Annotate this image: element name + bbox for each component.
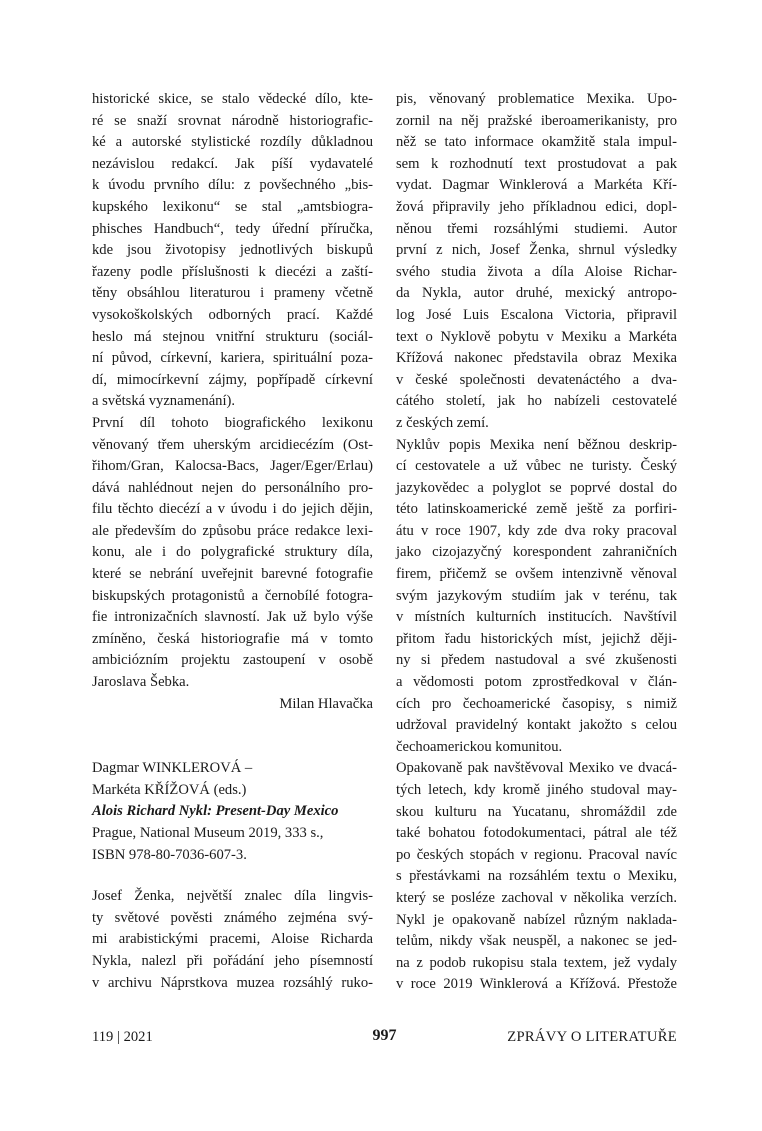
text-line: ty světové pověsti známého zejména svý- xyxy=(92,909,373,926)
text-line: věnovaný třem uherským arcidiecézím (Ost- xyxy=(92,436,373,453)
text-line: ale především do způsobu práce redakce lexi- xyxy=(92,522,373,539)
left-paragraph-1 xyxy=(92,89,373,413)
text-line: svým jazykovým studiím jak v terénu, tak xyxy=(396,587,677,604)
left-paragraph-2 xyxy=(92,413,373,694)
bib-title: Alois Richard Nykl: Present-Day Mexico xyxy=(92,803,339,820)
text-line: cích pro čechoamerické časopisy, s nimiž xyxy=(396,695,677,712)
text-line: ambiciózním projektu zastoupení v osobě xyxy=(92,652,373,669)
text-line: skou kulturu na Yucatanu, shromáždil zde xyxy=(396,803,677,820)
text-line: zmíněno, česká historiografie má v tomto xyxy=(92,630,373,647)
text-line: átu v roce 1907, kdy zde dva roky pracoval xyxy=(396,522,677,539)
text-line: phisches Handbuch“, tedy úřední příručka, xyxy=(92,220,373,237)
right-paragraph-1 xyxy=(396,89,677,435)
text-line: z českých zemí. xyxy=(396,414,489,431)
text-line: řazeny podle příslušnosti k diecézi a zaští- xyxy=(92,263,373,280)
text-line: s přestávkami na rozsáhlém textu o Mexiku, xyxy=(396,868,677,885)
text-line: těny obsáhlou literaturou i prameny včetně xyxy=(92,285,373,302)
left-paragraph-3 xyxy=(92,886,373,994)
text-line: cátého století, jak ho nabízeli cestovatelé xyxy=(396,393,677,410)
text-line: ré se snaží srovnat národně historiografic- xyxy=(92,112,373,129)
bibliography-entry xyxy=(92,758,373,866)
page-footer xyxy=(92,1027,677,1051)
text-line: Křížová nakonec představila obraz Mexika xyxy=(396,350,677,367)
text-line: heslo má stejnou vnitřní strukturu (sociál- xyxy=(92,328,373,345)
text-line: přitom řadu historických míst, jejichž ději- xyxy=(396,630,677,647)
text-line: fie intronizačních slavností. Jak už bylo výše xyxy=(92,609,373,626)
text-line: a vědomosti potom zprostředkoval v člán- xyxy=(396,674,677,691)
bib-publisher: Prague, National Museum 2019, 333 s., xyxy=(92,825,324,841)
text-line: čechoamerickou komunitou. xyxy=(396,738,563,755)
text-line: ké a autorské stylistické rozdíly důkladnou xyxy=(92,134,373,151)
text-line: ny si předem nastudoval a své zkušenosti xyxy=(396,652,677,669)
text-line: v archivu Náprstkova muzea rozsáhlý ruko- xyxy=(92,974,373,991)
text-line: v české společnosti devatenáctého a dva- xyxy=(396,371,677,388)
text-line: cí cestovatele a už vůbec ne turisty. Český xyxy=(396,458,677,475)
text-line: dí, mimocírkevní zájmy, popřípadě církevní xyxy=(92,371,373,388)
text-line: svého studia života a díla Aloise Richar- xyxy=(396,263,677,280)
text-line: biskupských protagonistů a černobílé fotogra- xyxy=(92,587,373,604)
text-line: Josef Ženka, největší znalec díla lingvis- xyxy=(92,888,373,905)
text-line: které se nebrání uveřejnit barevné fotografie xyxy=(92,566,373,583)
text-line: něž se tato informace okamžitě stala impul- xyxy=(396,134,677,151)
text-line: jazykovědec a polyglot se poprvé dostal do xyxy=(396,479,677,496)
page-number: 997 xyxy=(372,1027,397,1044)
text-line: sem k rozhodnutí text prostudovat a pak xyxy=(396,155,677,172)
text-line: mi arabistickými pracemi, Aloise Richarda xyxy=(92,931,373,948)
text-line: vysokoškolských odborných prací. Každé xyxy=(92,306,373,323)
text-line: Opakovaně pak navštěvoval Mexiko ve dvacá- xyxy=(396,760,677,777)
text-line: kupského lexikonu“ se stal „amtsbiogra- xyxy=(92,198,373,215)
text-line: pis, věnovaný problematice Mexika. Upo- xyxy=(396,91,677,107)
bib-authors-line1: Dagmar WINKLEROVÁ – xyxy=(92,760,253,777)
text-line: k úvodu prvního dílu: z povšechného „bis- xyxy=(92,177,373,194)
text-line: Jaroslava Šebka. xyxy=(92,674,190,691)
text-line: této latinskoamerické země ještě za porfiri- xyxy=(396,501,677,518)
bib-isbn: ISBN 978-80-7036-607-3. xyxy=(92,846,247,863)
text-line: po českých stopách v regionu. Pracoval navíc xyxy=(396,846,677,863)
text-line: něnou třemi rozsáhlými studiemi. Autor xyxy=(396,220,677,237)
text-line: dává nahlédnout nejen do personálního pro- xyxy=(92,479,373,496)
left-column xyxy=(92,89,373,994)
text-line: Nykl je opakovaně nabízel různým naklada- xyxy=(396,911,677,928)
text-line: da Nykla, autor druhé, mexický antropo- xyxy=(396,285,677,302)
text-line: konu, ale i do polygrafické struktury díla, xyxy=(92,544,373,561)
text-line: log José Luis Escalona Victoria, připravil xyxy=(396,306,677,323)
section-title: ZPRÁVY O LITERATUŘE xyxy=(507,1029,677,1045)
text-line: text o Nyklově pobytu v Mexiku a Markéta xyxy=(396,328,677,345)
text-line: jako cizojazyčný korespondent zahraničních xyxy=(396,544,677,561)
text-line: a světská vyznamenání). xyxy=(92,393,236,410)
text-line: nezávislou redakcí. Jak píší vydavatelé xyxy=(92,155,373,172)
text-line: tých letech, kdy kromě jiného studoval may- xyxy=(396,782,677,798)
text-line: Nykla, nalezl při pořádání jeho písemností xyxy=(92,952,373,969)
text-line: žová připravily jeho příkladnou edici, dopl- xyxy=(396,198,677,215)
text-line: filu těchto diecézí a v úvodu i do jejich dějin, xyxy=(92,501,373,518)
text-line: zornil na něj pražské iberoamerikanisty, pro xyxy=(396,112,677,129)
text-line: první z nich, Josef Ženka, shrnul výsledky xyxy=(396,242,677,259)
bib-authors-line2: Markéta KŘÍŽOVÁ (eds.) xyxy=(92,781,247,798)
text-line: vydat. Dagmar Winklerová a Markéta Kří- xyxy=(396,177,677,194)
text-line: ní původ, církevní, kariera, spirituální poza- xyxy=(92,350,373,367)
right-column xyxy=(396,89,677,996)
text-line: kde jsou životopisy jednotlivých biskupů xyxy=(92,242,373,259)
issue-label: 119 | 2021 xyxy=(92,1029,153,1045)
text-line: na z podob rukopisu stala textem, jež vydaly xyxy=(396,954,677,971)
text-line: v roce 2019 Winklerová a Křížová. Přestože xyxy=(396,976,677,993)
text-line: v místních kulturních institucích. Navštívil xyxy=(396,609,677,626)
right-paragraph-3 xyxy=(396,758,677,996)
text-line: firem, přičemž se ovšem intenzivně věnoval xyxy=(396,566,677,583)
right-paragraph-2 xyxy=(396,435,677,759)
review-signature: Milan Hlavačka xyxy=(279,695,373,712)
text-line: Nyklův popis Mexika není běžnou deskrip- xyxy=(396,436,677,453)
text-line: také bohatou fotodokumentaci, pátral ale též xyxy=(396,825,677,842)
text-line: který se posléze zachoval v několika verzích. xyxy=(396,889,677,906)
text-line: udržoval pravidelný kontakt jakožto s celou xyxy=(396,717,677,734)
text-line: řihom/Gran, Kalocsa-Bacs, Jager/Eger/Erlau) xyxy=(92,458,373,475)
text-line: historické skice, se stalo vědecké dílo, kte- xyxy=(92,91,373,107)
text-line: První díl tohoto biografického lexikonu xyxy=(92,414,373,431)
text-line: telům, nikdy však neuspěl, a nakonec se jed- xyxy=(396,933,677,950)
